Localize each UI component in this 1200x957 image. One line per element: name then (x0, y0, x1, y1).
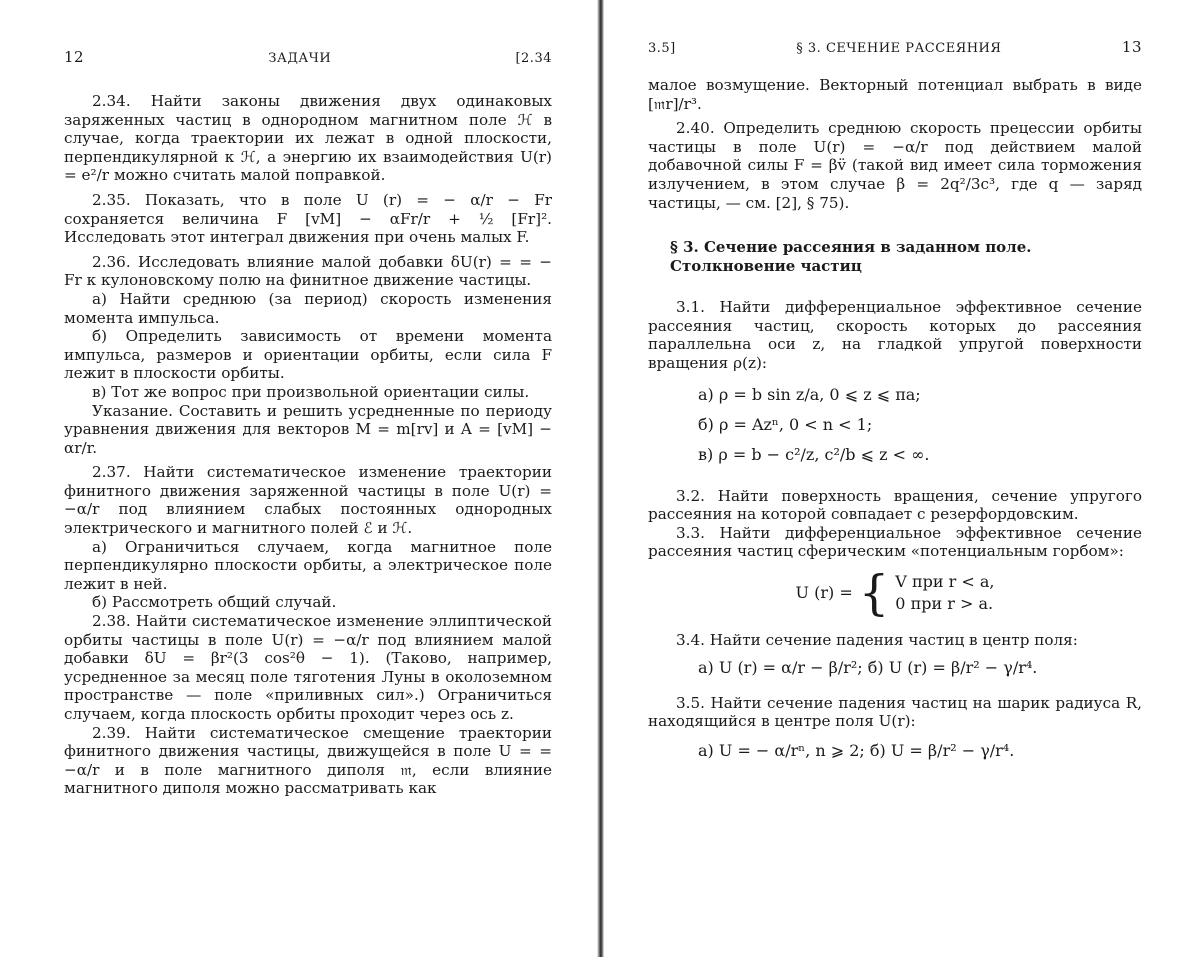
left-page-number: 12 (64, 48, 85, 66)
potential-case-outside: 0 при r > a. (895, 593, 994, 613)
potential-lhs: U (r) = (795, 583, 853, 603)
problem-2-34: 2.34. Найти законы движения двух одинаковых заряженных частиц в однородном магнитном поле ℋ в случае, когда траектории их лежат в одной плоскости, перпендикулярной к ℋ, а энергию их взаимодействия U(r) = e²/r можно считать малой поправкой. (64, 92, 552, 185)
formula-3-4: а) U (r) = α/r − β/r²; б) U (r) = β/r² − γ/r⁴. (698, 657, 1038, 677)
problem-3-5: 3.5. Найти сечение падения частиц на шарик радиуса R, находящийся в центре поля U(r): (648, 693, 1142, 731)
formula-3-1-a: а) ρ = b sin z/a, 0 ⩽ z ⩽ πa; (698, 384, 921, 404)
problem-3-1-formulas (698, 385, 1142, 465)
left-running-head (64, 48, 552, 66)
problem-2-36-a: а) Найти среднюю (за период) скорость изменения момента импульса. (64, 289, 552, 327)
potential-case-inside: V при r < a, (895, 571, 995, 591)
problem-2-37: 2.37. Найти систематическое изменение траектории финитного движения заряженной частицы в поле U(r) = −α/r под влиянием слабых постоянных однородных электрического и магнитного полей ℰ и ℋ. (64, 463, 552, 538)
problem-2-36-b: б) Определить зависимость от времени момента импульса, размеров и ориентации орбиты, если сила F лежит в плоскости орбиты. (64, 327, 552, 383)
right-page (604, 0, 1200, 957)
section-title-line-2: Столкновение частиц (670, 257, 862, 276)
hint-2-36: Указание. Составить и решить усредненные по периоду уравнения движения для векторов M = m[rv] и A = [vM] − αr/r. (64, 401, 552, 457)
brace-glyph: { (858, 564, 890, 621)
problem-3-4-formulas (698, 658, 1142, 678)
problem-2-39: 2.39. Найти систематическое смещение траектории финитного движения частицы, движущейся в поле U = = −α/r и в поле магнитного диполя 𝔪, если влияние магнитного диполя можно рассматривать как (64, 723, 552, 798)
left-chapter-title: ЗАДАЧИ (268, 51, 332, 66)
problem-3-3: 3.3. Найти дифференциальное эффективное сечение рассеяния частиц сферическим «потенциальным горбом»: (648, 523, 1142, 561)
problem-2-40: 2.40. Определить среднюю скорость прецессии орбиты частицы в поле U(r) = −α/r под действием малой добавочной силы F = βv̈ (такой вид имеет сила торможения излучением, в этом случае β = 2q²/3c³, где q — заряд частицы, — см. [2], § 75). (648, 119, 1142, 212)
problem-3-2: 3.2. Найти поверхность вращения, сечение упругого рассеяния на которой совпадает с резерфордовским. (648, 486, 1142, 524)
section-title-line-1: § 3. Сечение рассеяния в заданном поле. (670, 238, 1032, 257)
problem-2-37-b: б) Рассмотреть общий случай. (92, 593, 337, 612)
problem-2-37-a: а) Ограничиться случаем, когда магнитное поле перпендикулярно плоскости орбиты, а электрическое поле лежит в ней. (64, 537, 552, 593)
right-section-ref: 3.5] (648, 41, 676, 56)
problem-3-4: 3.4. Найти сечение падения частиц в центр поля: (676, 630, 1078, 649)
problem-3-5-formulas (698, 741, 1142, 761)
left-page (0, 0, 596, 957)
problem-2-39-continued: малое возмущение. Векторный потенциал выбрать в виде [𝔪r]/r³. (648, 76, 1142, 113)
potential-cases (895, 571, 994, 615)
section-heading (670, 238, 1142, 276)
right-page-number: 13 (1121, 38, 1142, 56)
problem-2-38: 2.38. Найти систематическое изменение эллиптической орбиты частицы в поле U(r) = −α/r под влиянием малой добавки δU = βr²(3 cos²θ − 1). (Таково, например, усредненное за месяц поле тяготения Луны в околоземном пространстве — поле «приливных сил».) Ограничиться случаем, когда плоскость орбиты проходит через ось z. (64, 612, 552, 723)
formula-3-1-c: в) ρ = b − c²/z, c²/b ⩽ z < ∞. (698, 444, 930, 464)
formula-3-5: а) U = − α/rⁿ, n ⩾ 2; б) U = β/r² − γ/r⁴. (698, 740, 1015, 760)
formula-3-1-b: б) ρ = Azⁿ, 0 < n < 1; (698, 414, 873, 434)
book-spine (597, 0, 604, 957)
right-running-head (648, 38, 1142, 56)
problem-3-1: 3.1. Найти дифференциальное эффективное сечение рассеяния частиц, скорость которых до рассеяния параллельна оси z, на гладкой упругой поверхности вращения ρ(z): (648, 298, 1142, 372)
problem-2-36-c: в) Тот же вопрос при произвольной ориентации силы. (92, 382, 530, 401)
left-section-ref: [2.34 (515, 51, 552, 66)
right-chapter-title: § 3. СЕЧЕНИЕ РАССЕЯНИЯ (796, 41, 1002, 56)
piecewise-potential (648, 564, 1142, 621)
problem-2-35: 2.35. Показать, что в поле U (r) = − α/r − Fr сохраняется величина F [vM] − αFr/r + ½ [Fr]². Исследовать этот интеграл движения при очень малых F. (64, 190, 552, 247)
problem-2-36: 2.36. Исследовать влияние малой добавки δU(r) = = − Fr к кулоновскому полю на финитное движение частицы. (64, 252, 552, 290)
